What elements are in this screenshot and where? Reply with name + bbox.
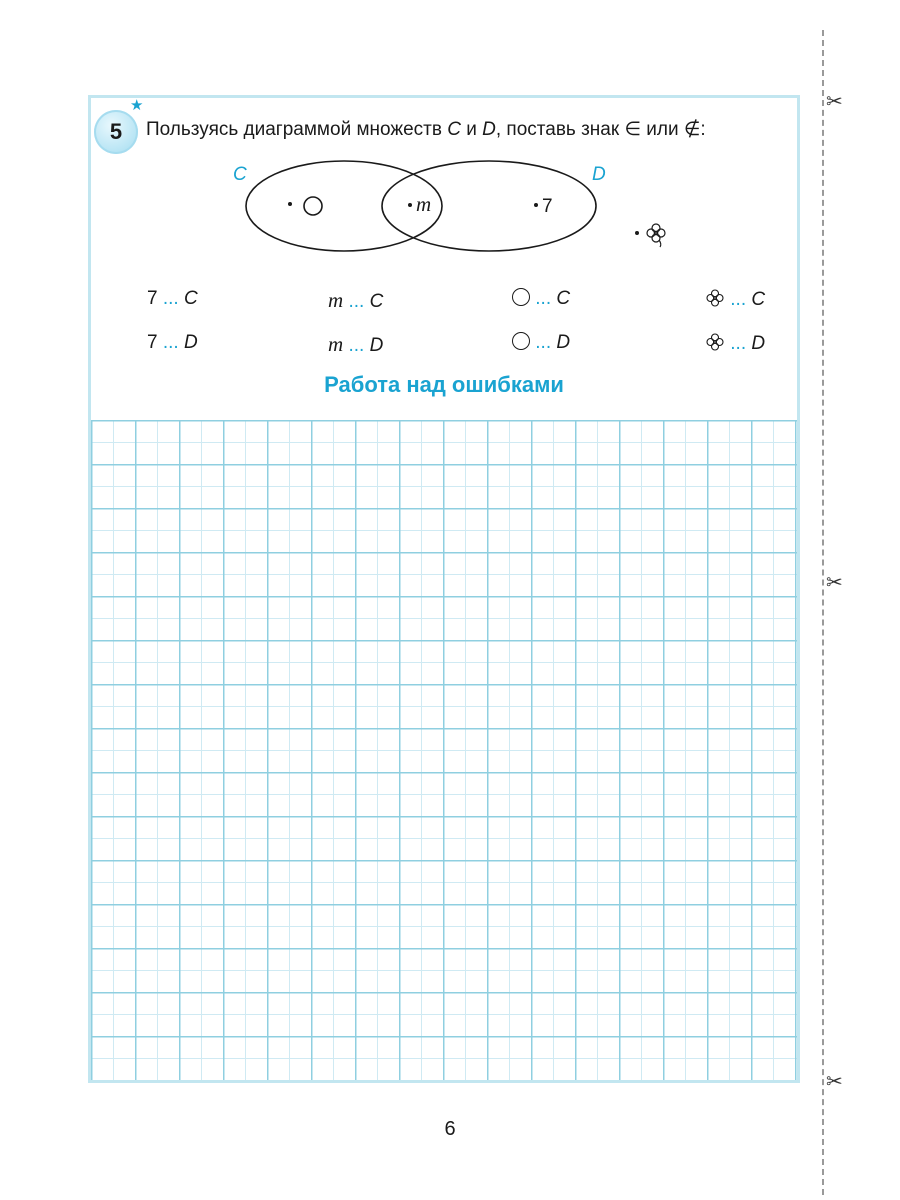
- flower-icon: [705, 288, 725, 308]
- grid-area[interactable]: [91, 420, 797, 1080]
- page-number: 6: [444, 1118, 456, 1140]
- star-icon: ★: [130, 97, 144, 114]
- venn-diagram: [240, 160, 680, 280]
- scissors-icon: ✂: [826, 1071, 843, 1093]
- set-d-label: D: [592, 164, 606, 185]
- element-dot: [534, 203, 538, 207]
- flower-element-icon: [647, 224, 665, 247]
- task-instruction: Пользуясь диаграммой множеств C и D, поставь знак ∈ или ∉:: [146, 119, 706, 140]
- exercise-item: ... D: [512, 332, 570, 354]
- element-dot: [635, 231, 639, 235]
- exercise-item: 7 ... D: [147, 332, 198, 353]
- section-title: Работа над ошибками: [324, 372, 564, 397]
- exercise-item: 7 ... C: [147, 288, 198, 309]
- exercise-item: ... D: [705, 332, 765, 355]
- element-dot: [408, 203, 412, 207]
- element-7-label: 7: [542, 196, 553, 217]
- exercise-item: m ... C: [328, 288, 384, 312]
- circle-element-icon: [304, 197, 322, 215]
- task-number-badge: 5: [94, 110, 138, 154]
- circle-icon: [512, 332, 530, 350]
- exercise-item: m ... D: [328, 332, 384, 356]
- exercise-item: ... C: [705, 288, 765, 311]
- set-d-ellipse: [382, 161, 596, 251]
- set-c-label: C: [233, 164, 247, 185]
- element-m-label: m: [416, 192, 432, 216]
- flower-icon: [705, 332, 725, 352]
- exercise-item: ... C: [512, 288, 570, 310]
- cut-line: [822, 30, 824, 1195]
- scissors-icon: ✂: [826, 91, 843, 113]
- element-dot: [288, 202, 292, 206]
- scissors-icon: ✂: [826, 572, 843, 594]
- circle-icon: [512, 288, 530, 306]
